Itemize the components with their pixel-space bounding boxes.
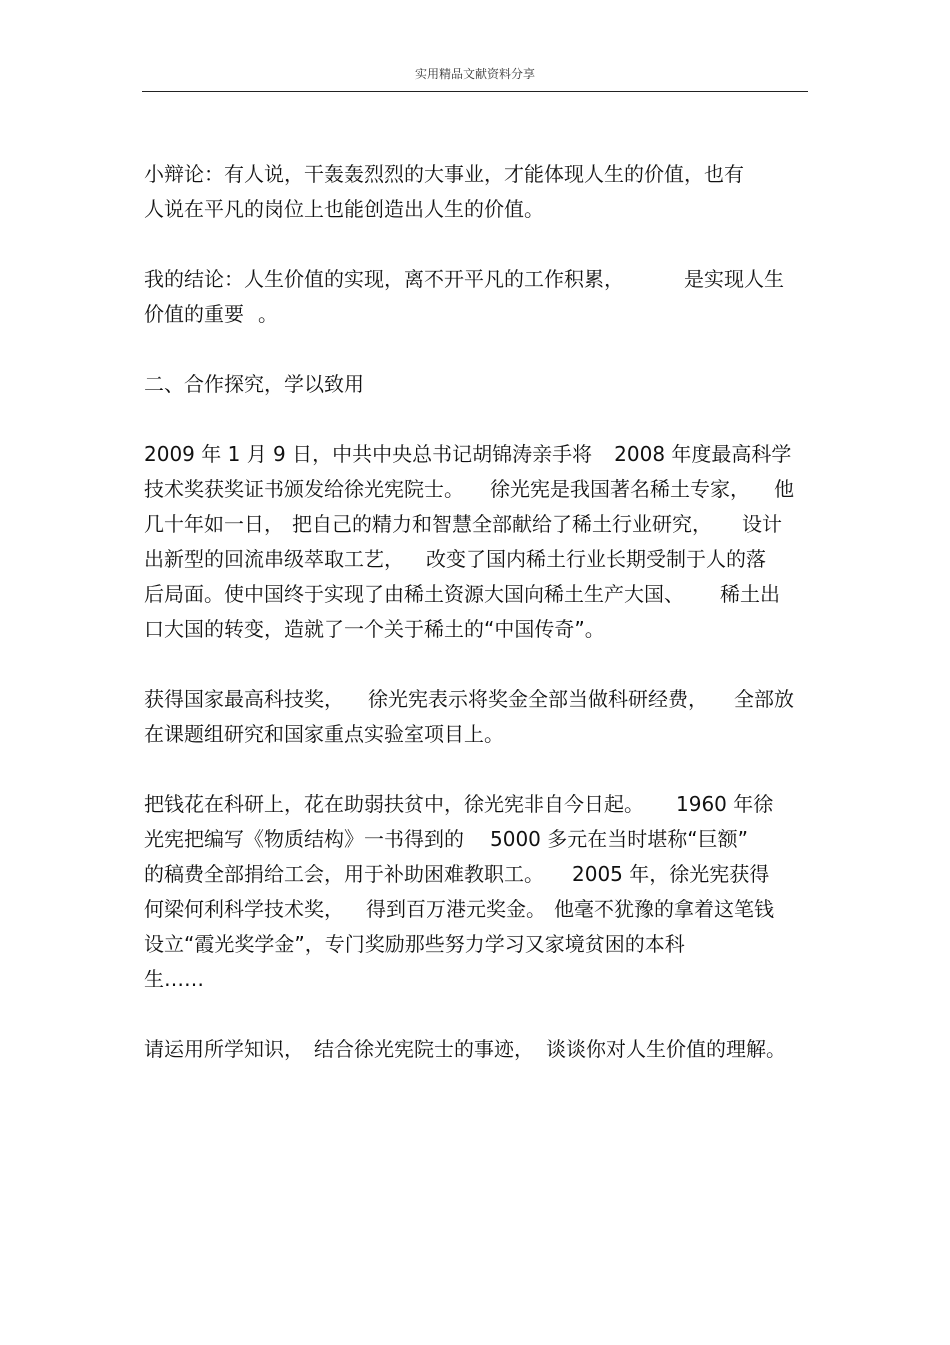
text-run: 谈谈你对人生价值的理解。 <box>546 1037 786 1061</box>
text-run: 徐光宪表示将奖金全部当做科研经费， <box>368 687 708 711</box>
text-run: 改变了国内稀土行业长期受制于人的落 <box>426 547 766 571</box>
text-run: 他 <box>774 477 794 501</box>
text-run: 技术奖获奖证书颁发给徐光宪院士。 <box>144 477 464 501</box>
text-run: 在课题组研究和国家重点实验室项目上。 <box>144 722 504 746</box>
text-run: 光宪把编写《物质结构》一书得到的 <box>144 827 464 851</box>
text-run: 稀土出 <box>720 582 780 606</box>
text-run: 2008 年度最高科学 <box>614 442 792 466</box>
text-line <box>144 157 808 192</box>
text-run: 1960 年徐 <box>676 792 774 816</box>
text-line <box>144 542 808 577</box>
text-line <box>144 927 808 962</box>
text-run: 小辩论：有人说，干轰轰烈烈的大事业，才能体现人生的价值，也有 <box>144 162 744 186</box>
text-line <box>144 962 808 997</box>
text-run: 人说在平凡的岗位上也能创造出人生的价值。 <box>144 197 544 221</box>
document-body <box>144 157 808 1102</box>
text-run: 设立“霞光奖学金”，专门奖励那些努力学习又家境贫困的本科 <box>144 932 685 956</box>
text-run: 生…… <box>144 967 204 991</box>
text-run: 设计 <box>742 512 782 536</box>
page-header: 实用精品文献资料分享 <box>414 67 535 81</box>
header-divider <box>142 91 808 92</box>
text-run: 5000 多元在当时堪称“巨额” <box>490 827 748 851</box>
text-run: 结合徐光宪院士的事迹， <box>314 1037 534 1061</box>
paragraph-question <box>144 1032 808 1067</box>
text-line <box>144 892 808 927</box>
text-run: 2009 年 1 月 9 日，中共中央总书记胡锦涛亲手将 <box>144 442 593 466</box>
paragraph-conclusion <box>144 262 808 332</box>
text-run: 把自己的精力和智慧全部献给了稀土行业研究， <box>292 512 712 536</box>
paragraph-funding <box>144 682 808 752</box>
text-run: 把钱花在科研上，花在助弱扶贫中，徐光宪非自今日起。 <box>144 792 644 816</box>
text-run: 何梁何利科学技术奖， <box>144 897 344 921</box>
text-line <box>144 787 808 822</box>
text-line <box>144 507 808 542</box>
text-run: 价值的重要 <box>144 302 244 326</box>
text-line <box>144 612 808 647</box>
text-run: 口大国的转变，造就了一个关于稀土的“中国传奇”。 <box>144 617 605 641</box>
text-line <box>144 472 808 507</box>
text-run: 的稿费全部捐给工会，用于补助困难教职工。 <box>144 862 544 886</box>
text-line <box>144 857 808 892</box>
text-line <box>144 577 808 612</box>
text-line <box>144 1032 808 1067</box>
text-line <box>144 682 808 717</box>
paragraph-award <box>144 437 808 647</box>
text-run: 后局面。使中国终于实现了由稀土资源大国向稀土生产大国、 <box>144 582 684 606</box>
text-run: 获得国家最高科技奖， <box>144 687 344 711</box>
text-line <box>144 367 808 402</box>
text-line <box>144 437 808 472</box>
paragraph-debate <box>144 157 808 227</box>
text-line <box>144 717 808 752</box>
text-run: 几十年如一日， <box>144 512 284 536</box>
text-run: 二、合作探究，学以致用 <box>144 372 364 396</box>
text-run: 是实现人生 <box>684 267 784 291</box>
text-run: 2005 年，徐光宪获得 <box>572 862 770 886</box>
text-line <box>144 297 808 332</box>
text-run: 得到百万港元奖金。 <box>366 897 546 921</box>
text-run: 。 <box>258 302 278 326</box>
text-run: 徐光宪是我国著名稀土专家， <box>490 477 750 501</box>
section-heading <box>144 367 808 402</box>
text-run: 出新型的回流串级萃取工艺， <box>144 547 404 571</box>
text-run: 请运用所学知识， <box>144 1037 304 1061</box>
text-line <box>144 192 808 227</box>
text-line <box>144 262 808 297</box>
text-line <box>144 822 808 857</box>
text-run: 我的结论：人生价值的实现，离不开平凡的工作积累， <box>144 267 624 291</box>
text-run: 全部放 <box>734 687 794 711</box>
text-run: 他毫不犹豫的拿着这笔钱 <box>554 897 774 921</box>
paragraph-donation <box>144 787 808 997</box>
